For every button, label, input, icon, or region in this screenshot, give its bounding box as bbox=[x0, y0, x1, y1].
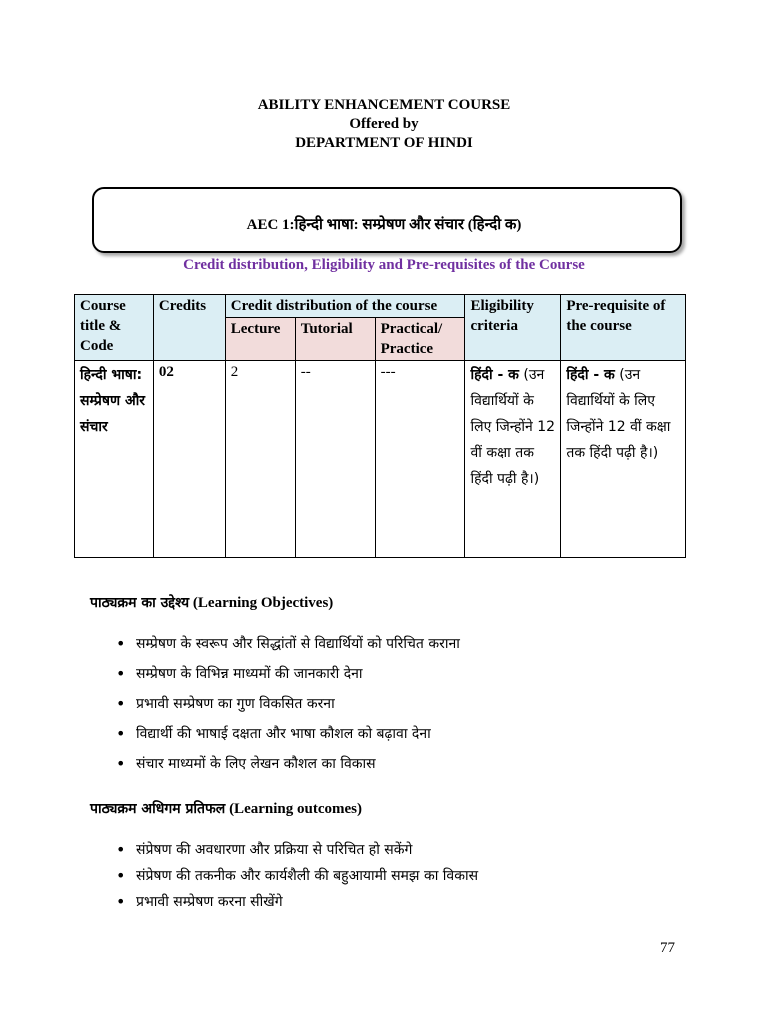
objectives-heading bbox=[90, 593, 333, 612]
subheader-lecture: Lecture bbox=[225, 318, 295, 361]
eligibility-text: (उन विद्यार्थियों के लिए जिन्होंने 12 वीं कक्षा तक हिंदी पढ़ी है।) bbox=[470, 367, 556, 487]
header-line-3: DEPARTMENT OF HINDI bbox=[295, 135, 473, 151]
course-table bbox=[74, 294, 686, 558]
list-item: • संप्रेषण की तकनीक और कार्यशैली की बहुआयामी समझ का विकास bbox=[90, 863, 478, 889]
objectives-heading-hindi: पाठ्यक्रम का उद्देश्य bbox=[90, 595, 190, 611]
aec-title: AEC 1:हिन्दी भाषा: सम्प्रेषण और संचार (हिन्दी क) bbox=[246, 217, 522, 233]
outcomes-list bbox=[90, 837, 478, 915]
outcomes-heading-hindi: पाठ्यक्रम अधिगम प्रतिफल bbox=[90, 801, 226, 817]
cell-credits: 02 bbox=[153, 361, 225, 558]
cell-tutorial: -- bbox=[295, 361, 375, 558]
list-item: • सम्प्रेषण के स्वरूप और सिद्धांतों से विद्यार्थियों को परिचित कराना bbox=[90, 629, 460, 659]
prerequisite-label: हिंदी - क bbox=[566, 367, 615, 383]
table-row bbox=[75, 361, 686, 558]
cell-course-name: हिन्दी भाषा: सम्प्रेषण और संचार bbox=[75, 361, 154, 558]
list-item: • प्रभावी सम्प्रेषण का गुण विकसित करना bbox=[90, 689, 460, 719]
prerequisite-text: (उन विद्यार्थियों के लिए जिन्होंने 12 वीं कक्षा तक हिंदी पढ़ी है।) bbox=[566, 367, 671, 461]
header-line-1: ABILITY ENHANCEMENT COURSE bbox=[257, 97, 511, 113]
objectives-list bbox=[90, 629, 460, 779]
subheader-tutorial: Tutorial bbox=[295, 318, 375, 361]
outcomes-heading bbox=[90, 799, 362, 818]
list-item: • संप्रेषण की अवधारणा और प्रक्रिया से परिचित हो सकेंगे bbox=[90, 837, 478, 863]
list-item: • प्रभावी सम्प्रेषण करना सीखेंगे bbox=[90, 889, 478, 915]
cell-lecture: 2 bbox=[225, 361, 295, 558]
cell-prerequisite bbox=[561, 361, 686, 558]
table-subtitle: Credit distribution, Eligibility and Pre-requisites of the Course bbox=[183, 257, 585, 273]
objectives-heading-english: (Learning Objectives) bbox=[189, 595, 334, 611]
cell-eligibility bbox=[465, 361, 561, 558]
header-credit-distribution: Credit distribution of the course bbox=[225, 295, 465, 318]
header-line-2: Offered by bbox=[349, 116, 419, 132]
header-credits: Credits bbox=[153, 295, 225, 361]
list-item: • संचार माध्यमों के लिए लेखन कौशल का विकास bbox=[90, 749, 460, 779]
header-course-title: Course title & Code bbox=[75, 295, 154, 361]
page-number: 77 bbox=[660, 940, 675, 956]
eligibility-label: हिंदी - क bbox=[470, 367, 519, 383]
document-header bbox=[0, 96, 768, 153]
header-eligibility: Eligibility criteria bbox=[465, 295, 561, 361]
outcomes-heading-english: (Learning outcomes) bbox=[225, 801, 362, 817]
list-item: • सम्प्रेषण के विभिन्न माध्यमों की जानकारी देना bbox=[90, 659, 460, 689]
header-prerequisite: Pre-requisite of the course bbox=[561, 295, 686, 361]
subheader-practical: Practical/ Practice bbox=[375, 318, 465, 361]
cell-practical: --- bbox=[375, 361, 465, 558]
list-item: • विद्यार्थी की भाषाई दक्षता और भाषा कौशल को बढ़ावा देना bbox=[90, 719, 460, 749]
